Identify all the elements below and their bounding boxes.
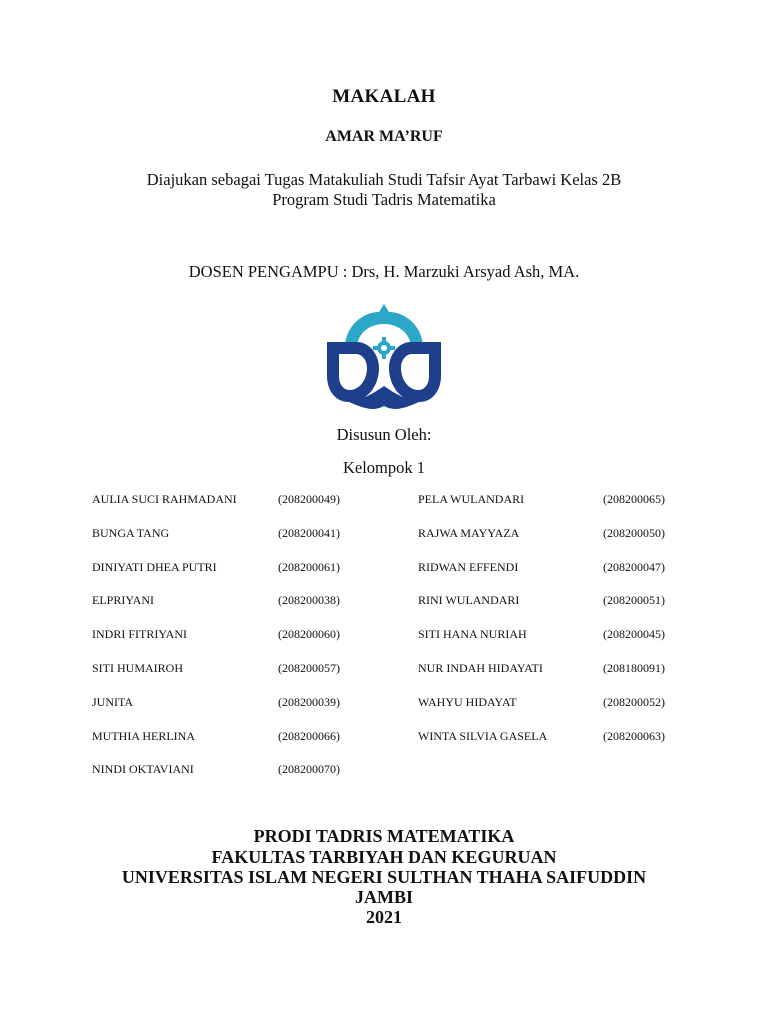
member-name: ELPRIYANI (92, 593, 154, 608)
member-list (0, 492, 768, 796)
member-name: NUR INDAH HIDAYATI (418, 660, 543, 675)
member-row (0, 729, 768, 763)
member-row (0, 593, 768, 627)
member-name: AULIA SUCI RAHMADANI (92, 492, 237, 506)
member-id: (208200039) (278, 694, 340, 709)
member-id: (208200066) (278, 728, 340, 743)
description-line-2: Program Studi Tadris Matematika (272, 190, 496, 209)
lecturer-line: DOSEN PENGAMPU : Drs, H. Marzuki Arsyad Ash, MA. (188, 262, 580, 281)
member-name: RINI WULANDARI (418, 593, 520, 608)
footer-year: 2021 (366, 907, 402, 927)
member-id: (208200038) (278, 593, 340, 608)
footer-university: UNIVERSITAS ISLAM NEGERI SULTHAN THAHA SAIFUDDIN (121, 867, 647, 887)
member-name: JUNITA (92, 694, 134, 709)
member-row (0, 695, 768, 729)
footer-city: JAMBI (355, 887, 413, 907)
member-id: (208200061) (278, 559, 340, 574)
member-name: MUTHIA HERLINA (92, 728, 195, 743)
member-row (0, 762, 768, 796)
member-row (0, 560, 768, 594)
document-subtitle: AMAR MA’RUF (325, 128, 443, 145)
description-line-1: Diajukan sebagai Tugas Matakuliah Studi Tafsir Ayat Tarbawi Kelas 2B (146, 170, 622, 189)
member-id: (208200052) (603, 694, 665, 709)
footer-faculty: FAKULTAS TARBIYAH DAN KEGURUAN (211, 847, 557, 867)
member-id: (208180091) (603, 660, 665, 675)
member-name: BUNGA TANG (92, 525, 170, 540)
document-title: MAKALAH (332, 86, 436, 107)
member-id: (208200065) (603, 492, 665, 506)
member-id: (208200057) (278, 660, 340, 675)
member-id: (208200063) (603, 728, 665, 743)
group-label: Kelompok 1 (342, 458, 426, 477)
member-row (0, 492, 768, 526)
member-name: NINDI OKTAVIANI (92, 762, 194, 777)
member-row (0, 627, 768, 661)
member-name: RAJWA MAYYAZA (418, 525, 520, 540)
member-id: (208200060) (278, 627, 340, 642)
member-name: PELA WULANDARI (418, 492, 525, 506)
member-name: SITI HUMAIROH (92, 660, 183, 675)
member-name: SITI HANA NURIAH (418, 627, 527, 642)
member-id: (208200051) (603, 593, 665, 608)
authors-heading: Disusun Oleh: (336, 425, 432, 444)
member-name: WAHYU HIDAYAT (418, 694, 517, 709)
university-logo-icon (323, 302, 445, 414)
member-row (0, 661, 768, 695)
member-id: (208200047) (603, 559, 665, 574)
member-id: (208200070) (278, 762, 340, 777)
member-id: (208200041) (278, 525, 340, 540)
member-id: (208200049) (278, 492, 340, 506)
member-name: INDRI FITRIYANI (92, 627, 187, 642)
member-name: WINTA SILVIA GASELA (418, 728, 548, 743)
member-name: DINIYATI DHEA PUTRI (92, 559, 217, 574)
member-row (0, 526, 768, 560)
footer-prodi: PRODI TADRIS MATEMATIKA (253, 826, 515, 846)
member-id: (208200045) (603, 627, 665, 642)
member-id: (208200050) (603, 525, 665, 540)
member-name: RIDWAN EFFENDI (418, 559, 519, 574)
